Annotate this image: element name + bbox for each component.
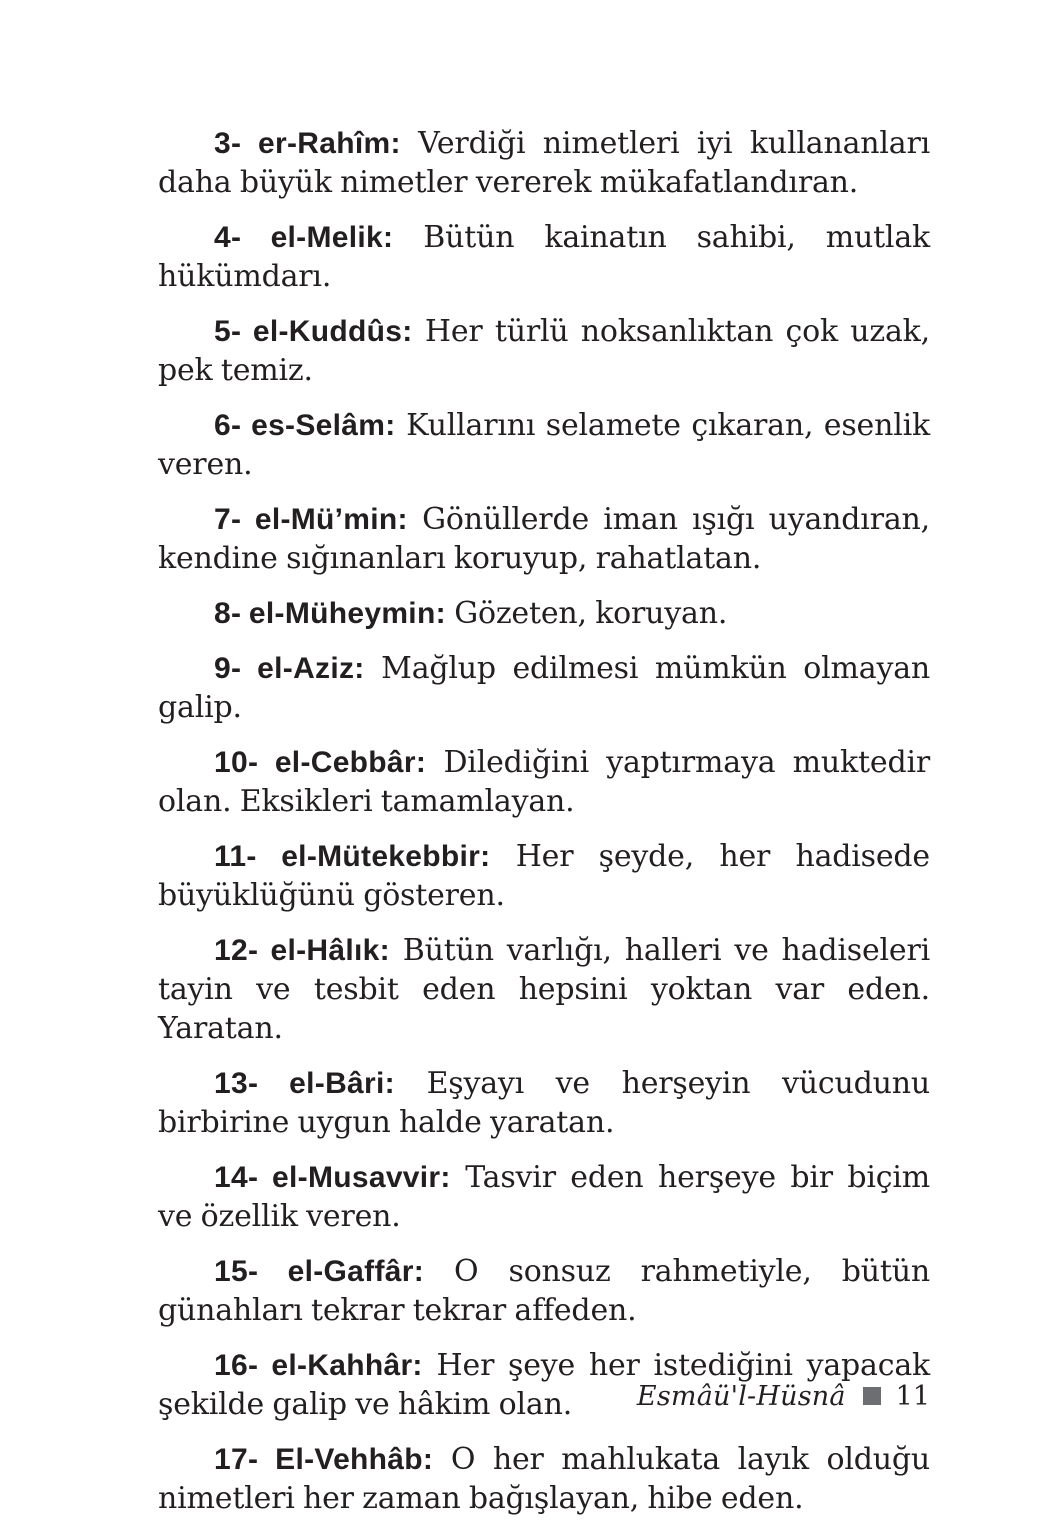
entry-heading: 3- er-Rahîm: bbox=[214, 127, 401, 160]
entry-text: O sonsuz rahmetiyle, bütün günahları tekrar tekrar affeden. bbox=[158, 1254, 930, 1328]
entry-text: Kullarını selamete çıkaran, esenlik veren. bbox=[158, 408, 930, 482]
entry-text: Gözeten, koruyan. bbox=[454, 596, 728, 631]
entry-14 bbox=[158, 1158, 930, 1236]
page-number: 11 bbox=[895, 1380, 930, 1412]
entry-10 bbox=[158, 743, 930, 821]
entry-heading: 13- el-Bâri: bbox=[214, 1067, 395, 1100]
entry-heading: 4- el-Melik: bbox=[214, 221, 394, 254]
entry-4 bbox=[158, 218, 930, 296]
entry-8 bbox=[158, 594, 930, 633]
entry-text: Her şeyde, her hadisede büyüklüğünü gösteren. bbox=[158, 839, 930, 913]
entry-heading: 10- el-Cebbâr: bbox=[214, 746, 427, 779]
names-list bbox=[158, 124, 930, 1534]
entry-5 bbox=[158, 312, 930, 390]
entry-heading: 16- el-Kahhâr: bbox=[214, 1349, 423, 1382]
running-title: Esmâü'l-Hüsnâ bbox=[636, 1380, 846, 1412]
entry-text: Tasvir eden herşeye bir biçim ve özellik veren. bbox=[158, 1160, 931, 1234]
entry-12 bbox=[158, 931, 930, 1048]
entry-17 bbox=[158, 1440, 930, 1518]
entry-3 bbox=[158, 124, 930, 202]
entry-heading: 5- el-Kuddûs: bbox=[214, 315, 413, 348]
entry-15 bbox=[158, 1252, 930, 1330]
entry-text: Verdiği nimetleri iyi kullananları daha büyük nimetler vererek mükafatlandıran. bbox=[158, 126, 930, 200]
entry-text: Bütün varlığı, halleri ve hadiseleri tayin ve tesbit eden hepsini yoktan var eden. Yaratan. bbox=[158, 933, 930, 1046]
entry-text: Gönüllerde iman ışığı uyandıran, kendine sığınanları koruyup, rahatlatan. bbox=[158, 502, 930, 576]
page-footer bbox=[637, 1376, 930, 1416]
entry-6 bbox=[158, 406, 930, 484]
entry-heading: 12- el-Hâlık: bbox=[214, 934, 390, 967]
entry-text: Her şeye her istediğini yapacak şekilde galip ve hâkim olan. bbox=[158, 1348, 930, 1422]
entry-text: O her mahlukata layık olduğu nimetleri her zaman bağışlayan, hibe eden. bbox=[158, 1442, 930, 1516]
entry-text: Her türlü noksanlıktan çok uzak, pek temiz. bbox=[158, 314, 931, 388]
entry-text: Bütün kainatın sahibi, mutlak hükümdarı. bbox=[158, 220, 930, 294]
entry-heading: 8- el-Müheymin: bbox=[214, 597, 446, 630]
entry-9 bbox=[158, 649, 930, 727]
entry-13 bbox=[158, 1064, 930, 1142]
entry-heading: 9- el-Aziz: bbox=[214, 652, 365, 685]
entry-heading: 17- El-Vehhâb: bbox=[214, 1443, 434, 1476]
entry-heading: 11- el-Mütekebbir: bbox=[214, 840, 491, 873]
entry-text: Mağlup edilmesi mümkün olmayan galip. bbox=[158, 651, 930, 725]
entry-heading: 14- el-Musavvir: bbox=[214, 1161, 451, 1194]
entry-text: Eşyayı ve herşeyin vücudunu birbirine uygun halde yaratan. bbox=[158, 1066, 931, 1140]
entry-text: Dilediğini yaptırmaya muktedir olan. Eksikleri tamamlayan. bbox=[158, 745, 930, 819]
entry-11 bbox=[158, 837, 930, 915]
entry-7 bbox=[158, 500, 930, 578]
entry-heading: 15- el-Gaffâr: bbox=[214, 1255, 424, 1288]
entry-heading: 7- el-Mü’min: bbox=[214, 503, 408, 536]
entry-heading: 6- es-Selâm: bbox=[214, 409, 396, 442]
square-separator-icon bbox=[863, 1387, 881, 1405]
